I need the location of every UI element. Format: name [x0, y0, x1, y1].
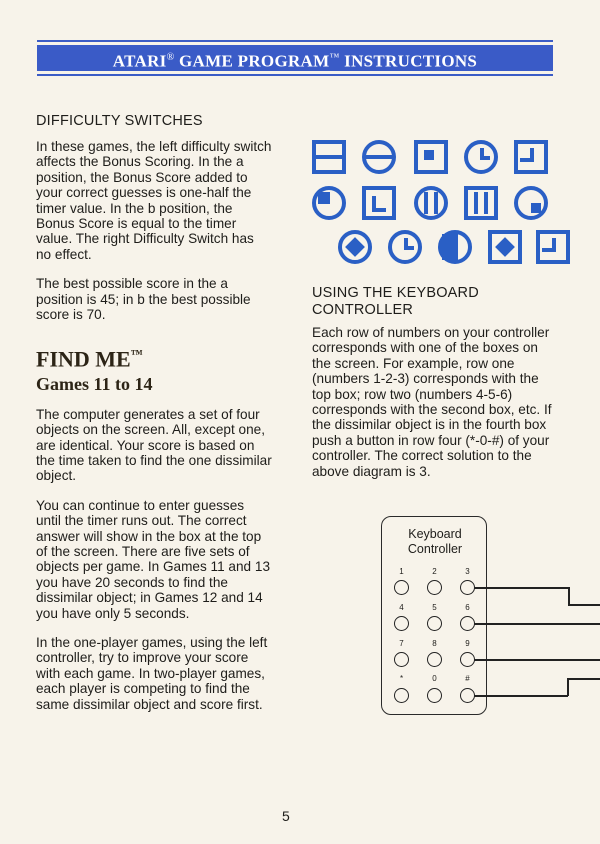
key-label-1: 1 — [399, 567, 404, 576]
half-circle-icon — [438, 230, 472, 264]
key-button-hash — [460, 688, 475, 703]
keyboard-controller-diagram — [381, 516, 487, 715]
corner-box-icon-2 — [536, 230, 570, 264]
clock-icon — [464, 140, 498, 174]
split-circle-icon — [362, 140, 396, 174]
corner-box-icon — [514, 140, 548, 174]
banner-top-rule — [37, 40, 553, 42]
split-box-icon — [312, 140, 346, 174]
keyboard-paragraph: Each row of numbers on your controller corresponds with one of the boxes on the screen. For example, row one (numbers 1-2-3) corresponds with the top box; row two (numbers 4-5-6) corresponds with the second box, etc. If the dissimilar object is in the fourth box push a button in row four (*-0-#) of your controller. The correct solution to the above diagram is 3. — [312, 325, 552, 479]
page-number: 5 — [282, 808, 290, 824]
key-label-3: 3 — [465, 567, 470, 576]
key-label-7: 7 — [399, 639, 404, 648]
keyboard-heading-line-2: CONTROLLER — [312, 302, 414, 318]
find-me-title — [36, 342, 272, 371]
key-label-hash: # — [465, 674, 470, 683]
left-column — [36, 113, 272, 726]
banner-title-end: INSTRUCTIONS — [344, 51, 478, 71]
key-button-7 — [394, 652, 409, 667]
key-label-9: 9 — [465, 639, 470, 648]
bars-box-icon — [464, 186, 498, 220]
difficulty-paragraph-1: In these games, the left difficulty switch affects the Bonus Scoring. In the a position, the Bonus Score added to your correct guesses is one-half the timer value. In the b position, the Bonus Score is equal to the timer value. The right Difficulty Switch has no effect. — [36, 139, 272, 262]
key-button-0 — [427, 688, 442, 703]
connector-row-4 — [474, 695, 568, 697]
find-me-paragraph-1: The computer generates a set of four objects on the screen. All, except one, are identical. Your score is based on the time taken to find the one dissimilar object. — [36, 406, 272, 484]
controller-title-line-2: Controller — [407, 542, 463, 556]
key-button-star — [394, 688, 409, 703]
key-label-6: 6 — [465, 603, 470, 612]
connector-row-1-drop — [568, 587, 570, 605]
key-button-9 — [460, 652, 475, 667]
key-button-1 — [394, 580, 409, 595]
key-button-8 — [427, 652, 442, 667]
find-me-paragraph-3: In the one-player games, using the left controller, try to improve your score with each game. In two-player games, each player is competing to find the same dissimilar object and score first. — [36, 635, 268, 712]
banner-title-mark: ™ — [329, 52, 340, 63]
difficulty-paragraph-2: The best possible score in the a position is 45; in b the best possible score is 70. — [36, 276, 251, 323]
key-label-8: 8 — [432, 639, 437, 648]
cross-circle-icon — [338, 230, 372, 264]
key-label-2: 2 — [432, 567, 437, 576]
key-button-3 — [460, 580, 475, 595]
key-label-star: * — [399, 674, 404, 683]
find-me-subtitle: Games 11 to 14 — [36, 373, 153, 394]
key-button-4 — [394, 616, 409, 631]
key-button-2 — [427, 580, 442, 595]
cross-box-icon — [488, 230, 522, 264]
key-button-5 — [427, 616, 442, 631]
key-label-5: 5 — [432, 603, 437, 612]
connector-row-3 — [474, 659, 600, 661]
banner-bottom-rule — [37, 74, 553, 76]
banner-title: GAME PROGRAM — [179, 51, 330, 71]
find-me-title-text: FIND ME — [36, 346, 131, 372]
right-column — [312, 285, 552, 493]
connector-row-1 — [474, 587, 569, 589]
object-icons-diagram — [304, 130, 564, 270]
connector-row-1-out — [568, 604, 600, 606]
connector-row-4-rise — [567, 678, 569, 696]
key-label-0: 0 — [432, 674, 437, 683]
find-me-paragraph-2: You can continue to enter guesses until the timer runs out. The correct answer will show in the box at the top of the screen. There are five sets of objects per game. In Games 11 and 13 you have 20 seconds to find the dissimilar object; in Games 12 and 14 you have only 5 seconds. — [36, 497, 271, 621]
quarter-circle-icon — [514, 186, 548, 220]
keyboard-heading-line-1: USING THE KEYBOARD — [312, 285, 479, 301]
corner-box-icon-alt — [362, 186, 396, 220]
difficulty-heading: DIFFICULTY SWITCHES — [36, 113, 203, 129]
clock-icon-alt — [388, 230, 422, 264]
page-banner — [37, 45, 553, 71]
inner-box-icon — [414, 140, 448, 174]
key-button-6 — [460, 616, 475, 631]
bar-circle-icon — [414, 186, 448, 220]
pie-circle-icon — [312, 186, 346, 220]
keyboard-heading — [312, 285, 552, 319]
connector-row-4-out — [567, 678, 600, 680]
controller-title-line-1: Keyboard — [408, 527, 462, 541]
banner-brand: ATARI — [112, 51, 167, 71]
banner-brand-mark: ® — [166, 52, 175, 63]
connector-row-2 — [474, 623, 600, 625]
find-me-tm: ™ — [130, 347, 143, 362]
key-label-4: 4 — [399, 603, 404, 612]
